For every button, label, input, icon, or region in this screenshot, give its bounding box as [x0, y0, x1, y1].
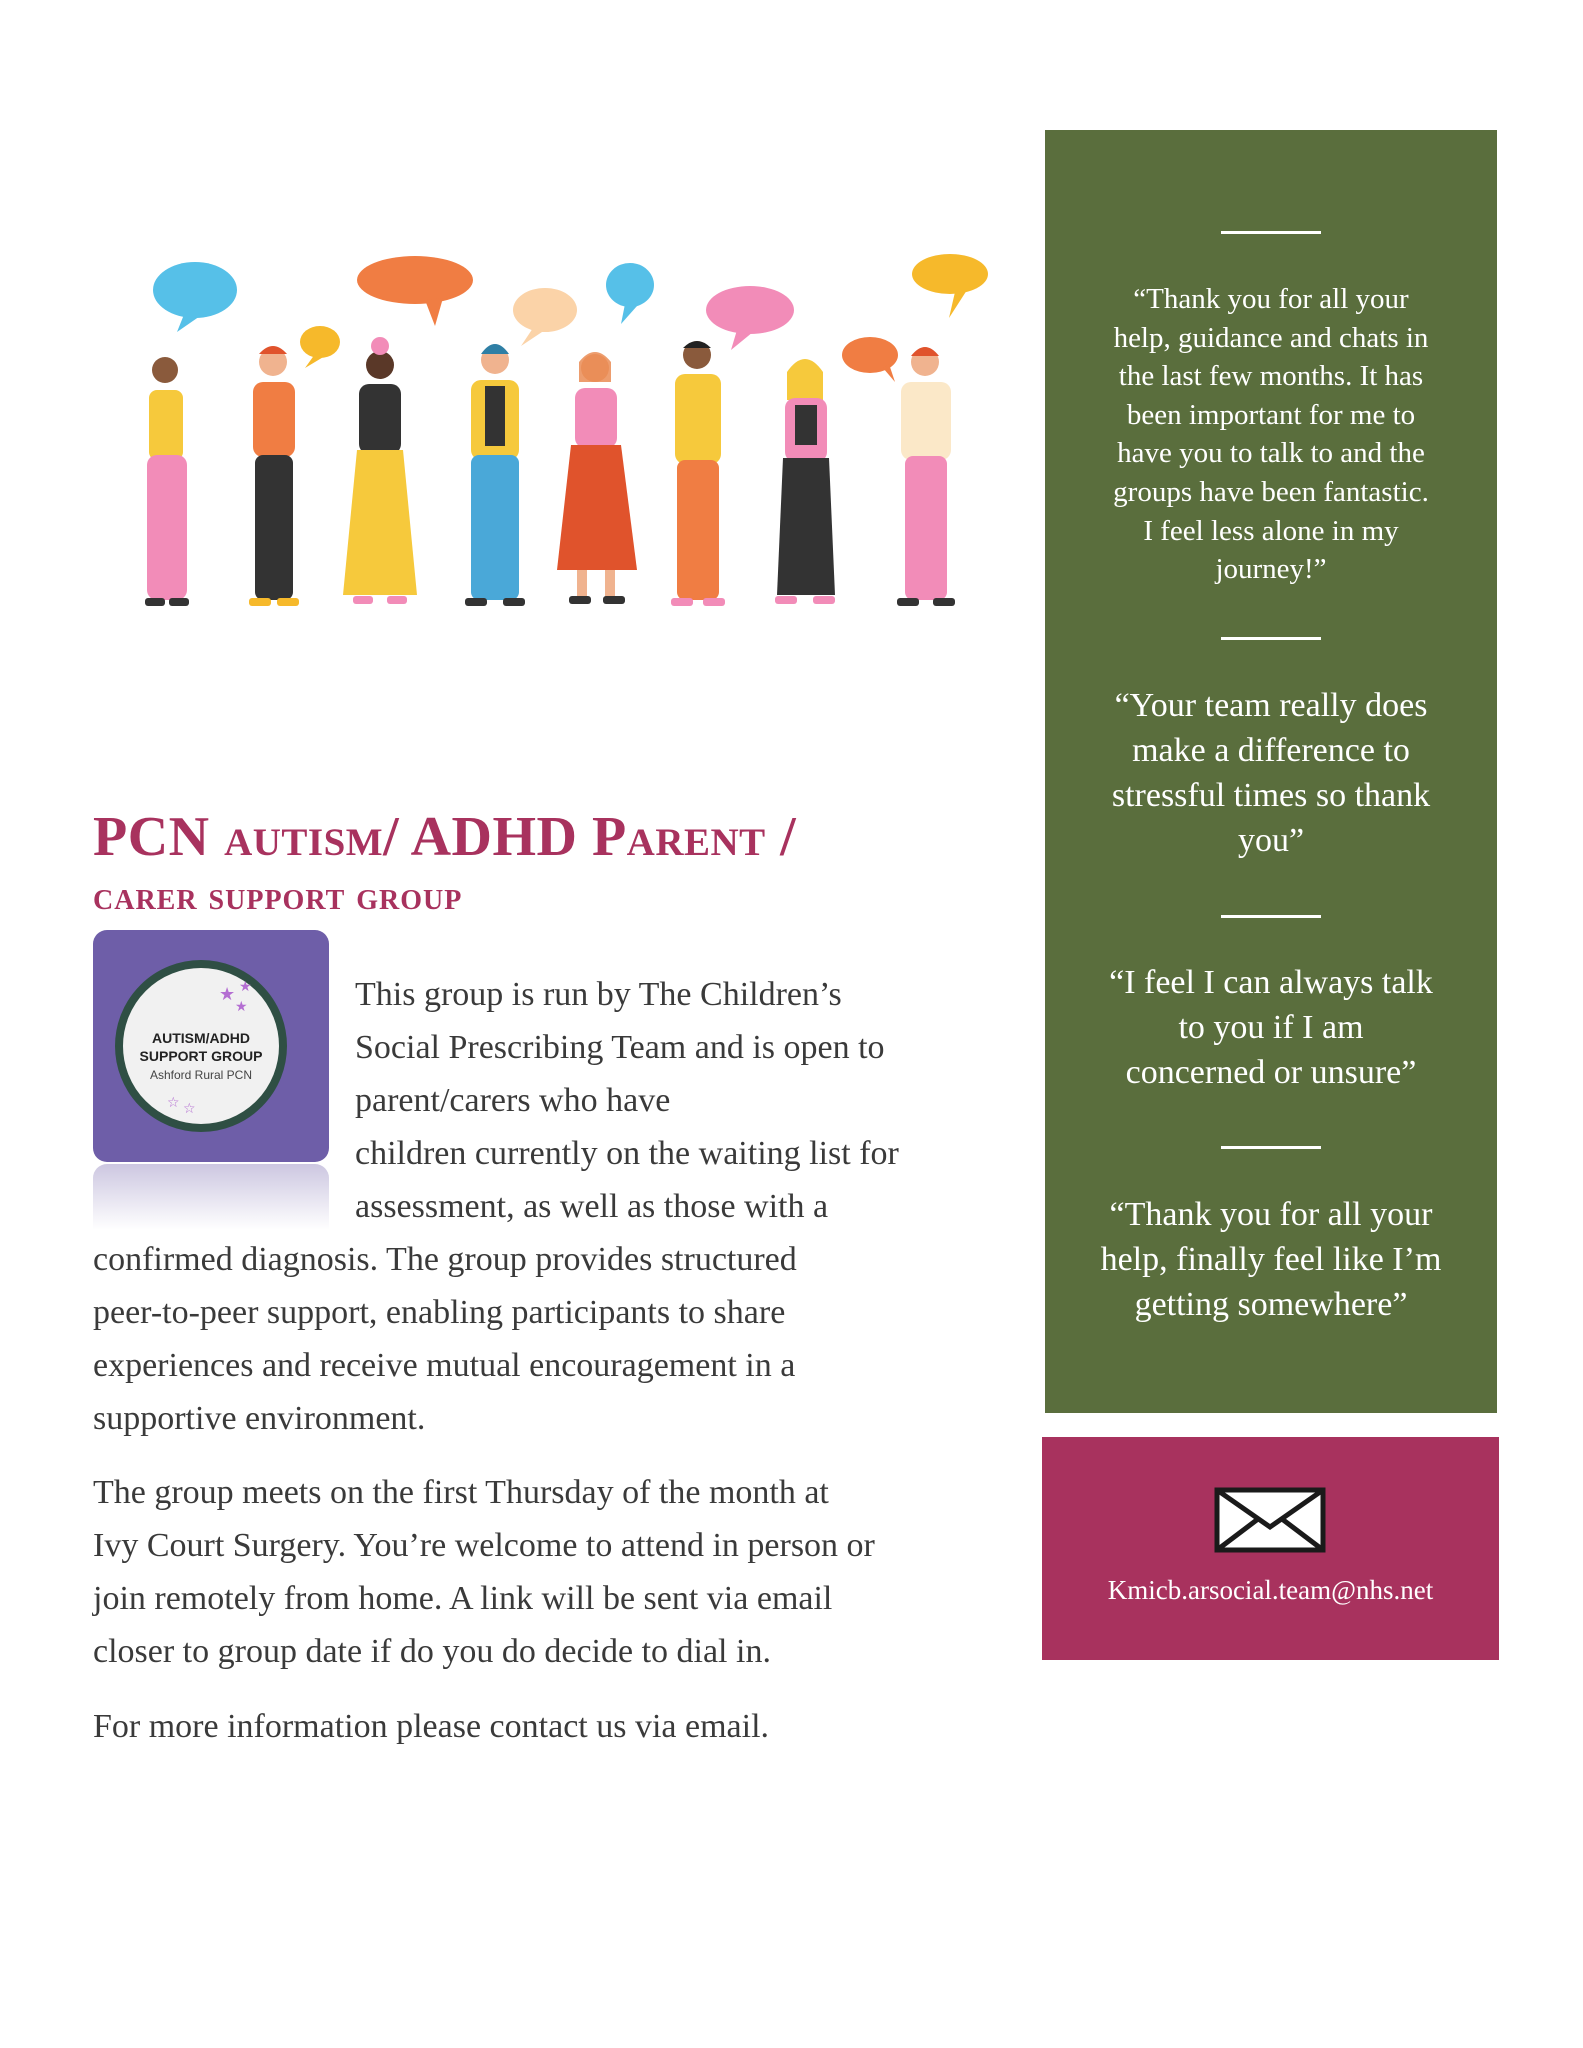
star-icon: ★ — [219, 984, 236, 1005]
divider — [1221, 637, 1321, 640]
paragraph-line: supportive environment. — [93, 1400, 426, 1437]
paragraph-line: Ivy Court Surgery. You’re welcome to attend in person or — [93, 1527, 875, 1564]
divider — [1221, 1146, 1321, 1149]
title-line-1: PCN autism/ ADHD Parent / — [93, 806, 797, 868]
divider — [1221, 231, 1321, 234]
quote-line: the last few months. It has — [1118, 360, 1424, 393]
quote-line: to you if I am — [1178, 1009, 1364, 1046]
contact-panel — [1042, 1437, 1499, 1660]
paragraph-line: confirmed diagnosis. The group provides structured — [93, 1241, 797, 1278]
paragraph-line: join remotely from home. A link will be sent via email — [93, 1580, 833, 1617]
quote-line: “Thank you for all your — [1133, 283, 1409, 315]
logo-text-line-1: AUTISM/ADHD — [152, 1030, 250, 1046]
quote-line: I feel less alone in my — [1143, 514, 1399, 547]
testimonial-quote — [1045, 1192, 1497, 1327]
people-group — [145, 337, 955, 606]
quote-line: make a difference to — [1132, 732, 1410, 769]
testimonial-quote — [1045, 960, 1497, 1095]
quote-line: help, guidance and chats in — [1113, 321, 1429, 354]
paragraph-line: experiences and receive mutual encouragement in a — [93, 1347, 796, 1384]
quote-line: journey!” — [1215, 553, 1327, 586]
star-icon: ★ — [239, 979, 252, 995]
paragraph-line: Social Prescribing Team and is open to — [355, 1029, 885, 1066]
quote-line: have you to talk to and the — [1117, 437, 1425, 470]
quote-line: “I feel I can always talk — [1109, 964, 1433, 1001]
quote-line: help, finally feel like I’m — [1100, 1241, 1442, 1278]
contact-paragraph: For more information please contact us via email. — [93, 1708, 770, 1745]
quote-line: been important for me to — [1126, 398, 1416, 431]
quote-line: concerned or unsure” — [1125, 1054, 1417, 1091]
quote-line: stressful times so thank — [1111, 777, 1431, 814]
star-icon: ★ — [235, 999, 248, 1015]
contact-email-link[interactable]: Kmicb.arsocial.team@nhs.net — [1107, 1575, 1434, 1605]
star-icon: ☆ — [183, 1101, 196, 1117]
quote-line: groups have been fantastic. — [1113, 475, 1429, 508]
logo-text-line-3: Ashford Rural PCN — [149, 1068, 253, 1082]
paragraph-line: parent/carers who have — [355, 1082, 671, 1119]
testimonials-panel — [1045, 130, 1497, 1413]
paragraph-line: This group is run by The Children’s — [355, 976, 842, 1013]
logo-text-line-2: SUPPORT GROUP — [139, 1048, 263, 1064]
paragraph-line: The group meets on the first Thursday of the month at — [93, 1474, 829, 1511]
quote-line: “Thank you for all your — [1109, 1196, 1433, 1233]
testimonial-quote — [1045, 683, 1497, 863]
title-line-2: carer support group — [93, 873, 463, 918]
quote-line: “Your team really does — [1114, 687, 1428, 724]
intro-paragraph — [93, 968, 1013, 1445]
paragraph-line: peer-to-peer support, enabling participants to share — [93, 1294, 786, 1331]
envelope-icon — [1214, 1487, 1326, 1553]
quote-line: getting somewhere” — [1134, 1286, 1408, 1323]
paragraph-line: closer to group date if do you do decide to dial in. — [93, 1633, 771, 1670]
star-icon: ☆ — [167, 1095, 180, 1111]
paragraph-line: children currently on the waiting list for — [355, 1135, 899, 1172]
divider — [1221, 915, 1321, 918]
meeting-paragraph — [93, 1466, 1013, 1678]
quote-line: you” — [1237, 822, 1305, 859]
paragraph-line: assessment, as well as those with a — [355, 1188, 829, 1225]
page-title — [93, 805, 993, 923]
testimonial-quote — [1045, 280, 1497, 589]
people-talking-illustration — [125, 250, 1000, 620]
